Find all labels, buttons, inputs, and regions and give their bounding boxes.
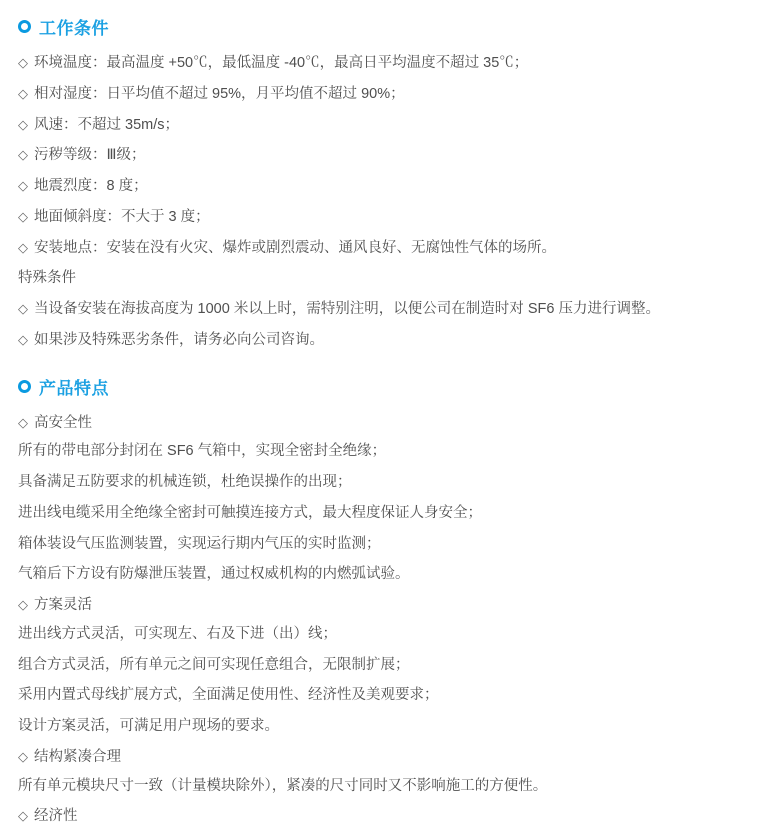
diamond-bullet-icon: ◇ xyxy=(18,597,28,612)
list-item xyxy=(18,207,766,229)
diamond-bullet-icon: ◇ xyxy=(18,808,28,824)
section-heading-product-features xyxy=(18,374,766,399)
list-item-text: 如果涉及特殊恶劣条件，请务必向公司咨询。 xyxy=(34,331,324,348)
diamond-bullet-icon: ◇ xyxy=(18,414,28,430)
list-item xyxy=(18,176,766,198)
list-item-text: 安装地点：安装在没有火灾、爆炸或剧烈震动、通风良好、无腐蚀性气体的场所。 xyxy=(34,239,556,256)
feature-detail-line: 箱体装设气压监测装置，实现运行期内气压的实时监测； xyxy=(18,535,381,552)
list-item xyxy=(18,299,766,321)
feature-detail-line: 设计方案灵活，可满足用户现场的要求。 xyxy=(18,718,279,734)
diamond-bullet-icon: ◇ xyxy=(18,85,28,101)
diamond-bullet-icon: ◇ xyxy=(18,208,28,224)
list-item xyxy=(18,84,766,106)
diamond-bullet-icon: ◇ xyxy=(18,116,28,132)
list-item-text: 环境温度：最高温度 +50℃，最低温度 -40℃，最高日平均温度不超过 35℃； xyxy=(34,55,529,71)
diamond-bullet-icon: ◇ xyxy=(18,331,28,347)
feature-group-heading xyxy=(18,595,766,617)
list-item-text: 地震烈度：8 度； xyxy=(34,178,148,194)
subheading-special-conditions: 特殊条件 xyxy=(18,270,76,287)
list-item-text: 风速：不超过 35m/s； xyxy=(34,116,180,133)
list-item xyxy=(18,115,766,137)
feature-detail-line: 所有的带电部分封闭在 SF6 气箱中，实现全密封全绝缘； xyxy=(18,443,387,460)
feature-detail-line: 气箱后下方设有防爆泄压装置，通过权威机构的内燃弧试验。 xyxy=(18,566,410,583)
feature-detail-line: 组合方式灵活，所有单元之间可实现任意组合，无限制扩展； xyxy=(18,656,410,673)
diamond-bullet-icon: ◇ xyxy=(18,301,28,316)
diamond-bullet-icon: ◇ xyxy=(18,147,28,163)
list-item-text: 当设备安装在海拔高度为 1000 米以上时，需特别注明，以便公司在制造时对 SF6 压力进行调整。 xyxy=(34,301,660,317)
list-item-text: 污秽等级：Ⅲ级； xyxy=(34,147,146,164)
list-item xyxy=(18,145,766,167)
feature-group-heading xyxy=(18,747,766,769)
feature-group-title: 高安全性 xyxy=(34,414,92,431)
section-title: 工作条件 xyxy=(39,19,109,38)
feature-group-heading xyxy=(18,806,766,828)
list-item xyxy=(18,330,766,352)
feature-group-title: 经济性 xyxy=(34,808,78,825)
feature-group-heading xyxy=(18,413,766,435)
diamond-bullet-icon: ◇ xyxy=(18,55,28,70)
diamond-bullet-icon: ◇ xyxy=(18,748,28,764)
feature-detail-line: 进出线电缆采用全绝缘全密封可触摸连接方式，最大程度保证人身安全； xyxy=(18,504,482,521)
feature-group-title: 结构紧凑合理 xyxy=(34,748,121,765)
diamond-bullet-icon: ◇ xyxy=(18,178,28,193)
feature-detail-line: 具备满足五防要求的机械连锁，杜绝误操作的出现； xyxy=(18,474,352,490)
feature-detail-line: 所有单元模块尺寸一致（计量模块除外），紧凑的尺寸同时又不影响施工的方便性。 xyxy=(18,777,548,794)
ring-bullet-icon xyxy=(18,20,31,33)
section-heading-working-conditions xyxy=(18,14,766,39)
list-item xyxy=(18,53,766,75)
ring-bullet-icon xyxy=(18,380,31,393)
list-item xyxy=(18,238,766,260)
list-item-text: 相对湿度：日平均值不超过 95%，月平均值不超过 90%； xyxy=(34,85,405,102)
feature-group-title: 方案灵活 xyxy=(34,597,92,613)
diamond-bullet-icon: ◇ xyxy=(18,239,28,255)
list-item-text: 地面倾斜度：不大于 3 度； xyxy=(34,208,210,225)
section-title: 产品特点 xyxy=(39,378,109,398)
feature-detail-line: 进出线方式灵活，可实现左、右及下进（出）线； xyxy=(18,625,337,642)
feature-detail-line: 采用内置式母线扩展方式，全面满足使用性、经济性及美观要求； xyxy=(18,687,439,704)
